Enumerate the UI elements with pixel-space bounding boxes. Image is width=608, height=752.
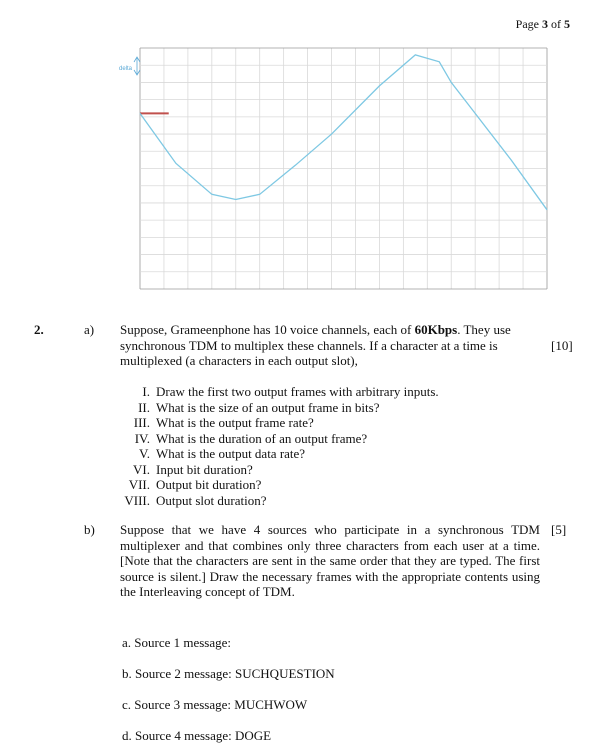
subquestion-text: What is the output data rate? bbox=[156, 446, 306, 461]
list-item bbox=[100, 477, 439, 493]
part-b-text: Suppose that we have 4 sources who participate in a synchronous TDM multiplexer and that combines only three characters from each user at a time. [Note that the characters are sent in the same order that they are typed. The first source is silent.] Draw the necessary frames with the appropriate contents using the Interleaving concept of TDM. bbox=[120, 522, 540, 599]
grid bbox=[140, 48, 547, 289]
list-item bbox=[100, 384, 439, 400]
subquestion-number: VI. bbox=[133, 461, 150, 477]
source-4-message: d. Source 4 message: DOGE bbox=[122, 728, 272, 743]
part-b-label: b) bbox=[84, 522, 95, 537]
part-a-text-1: Suppose, Grameenphone has 10 voice channels, each of bbox=[120, 322, 415, 337]
subquestion-text: Draw the first two output frames with arbitrary inputs. bbox=[156, 384, 439, 399]
source-2-message: b. Source 2 message: SUCHQUESTION bbox=[122, 666, 335, 681]
subquestion-text: What is the size of an output frame in bits? bbox=[156, 399, 380, 415]
question-number: 2. bbox=[34, 322, 44, 337]
list-item bbox=[100, 462, 439, 478]
list-item bbox=[100, 493, 439, 509]
subquestion-number: II. bbox=[138, 399, 150, 415]
page-prefix: Page bbox=[515, 17, 539, 31]
list-item bbox=[100, 400, 439, 416]
subquestion-text: What is the duration of an output frame? bbox=[156, 430, 368, 446]
source-3-message: c. Source 3 message: MUCHWOW bbox=[122, 697, 308, 712]
part-a-text bbox=[120, 322, 540, 369]
page-number: 3 bbox=[542, 17, 548, 31]
subquestion-number: III. bbox=[133, 415, 150, 430]
part-a-marks: [10] bbox=[551, 338, 573, 353]
subquestion-text: Input bit duration? bbox=[156, 461, 253, 477]
subquestion-number: I. bbox=[142, 384, 150, 399]
delta-label: delta bbox=[119, 66, 133, 72]
subquestion-number: VII. bbox=[128, 477, 150, 492]
subquestion-number: VIII. bbox=[124, 492, 150, 508]
page-of: of bbox=[551, 17, 561, 31]
subquestion-text: What is the output frame rate? bbox=[156, 415, 314, 430]
part-a-text-2: . They use synchronous TDM to multiplex these channels. If a character at a time is multiplexed (a characters in each output slot), bbox=[120, 322, 511, 368]
list-item bbox=[100, 415, 439, 431]
subquestion-list bbox=[100, 384, 439, 508]
signal-curve bbox=[140, 55, 547, 210]
page-total: 5 bbox=[564, 17, 570, 31]
part-a-label: a) bbox=[84, 322, 95, 337]
part-a-bold-rate: 60Kbps bbox=[414, 322, 458, 337]
part-b-marks: [5] bbox=[551, 522, 567, 537]
subquestion-text: Output bit duration? bbox=[156, 477, 262, 492]
subquestion-text: Output slot duration? bbox=[156, 492, 267, 508]
source-1-message: a. Source 1 message: bbox=[122, 635, 232, 650]
subquestion-number: V. bbox=[139, 446, 150, 461]
subquestion-number: IV. bbox=[134, 430, 150, 446]
list-item bbox=[100, 446, 439, 462]
list-item bbox=[100, 431, 439, 447]
signal-figure bbox=[0, 0, 608, 300]
